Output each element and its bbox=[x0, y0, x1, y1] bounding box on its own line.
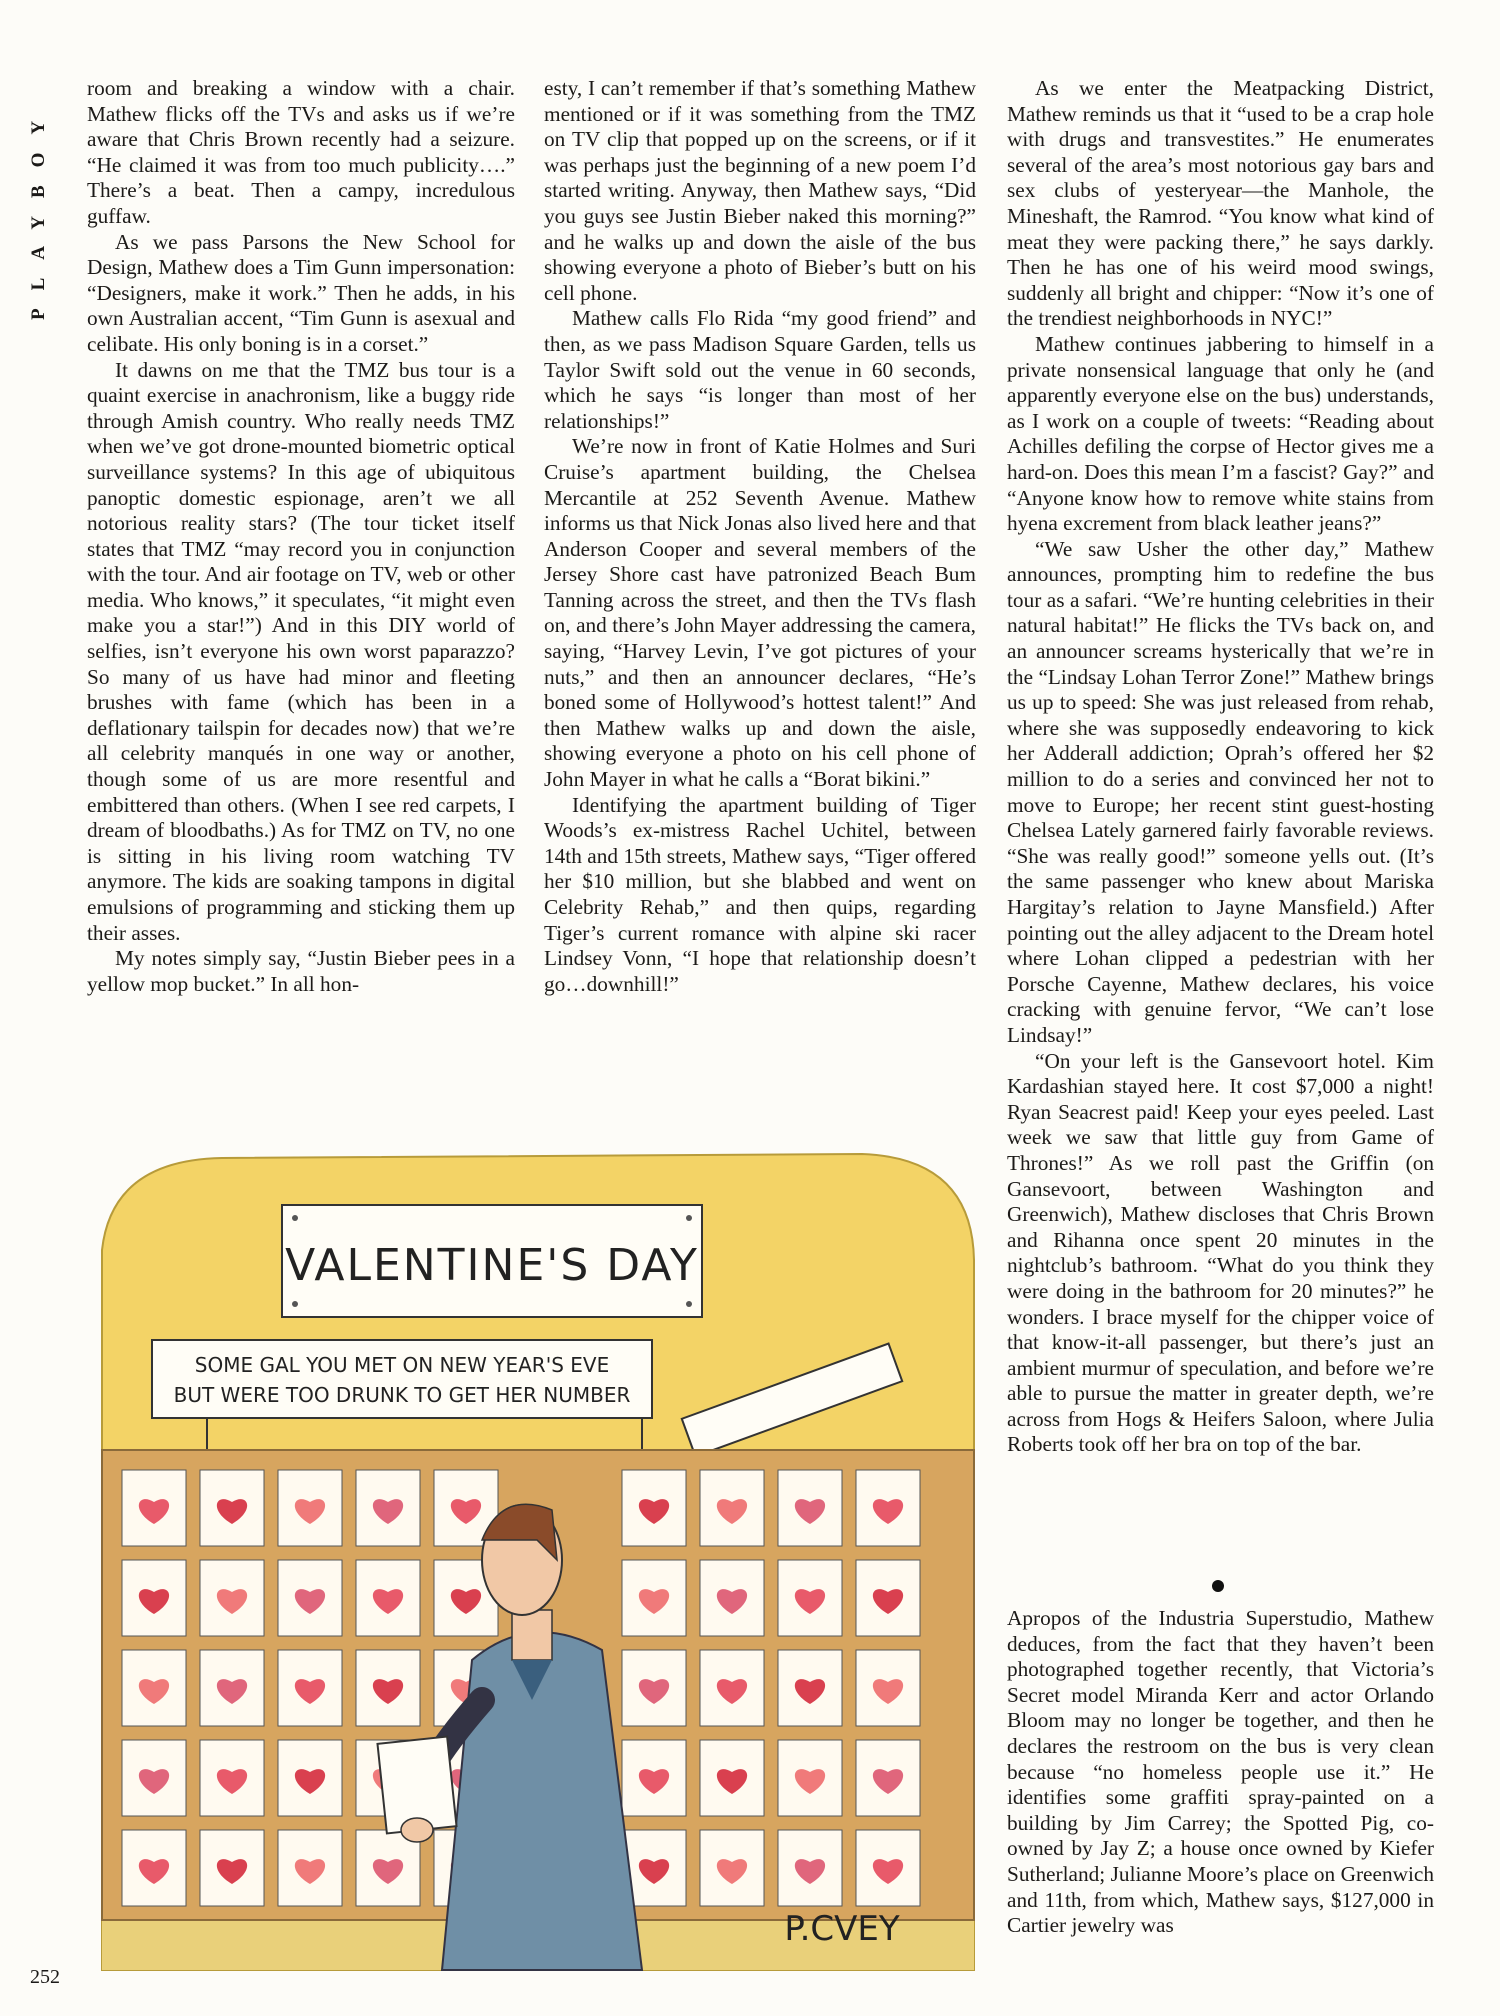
paragraph: Apropos of the Industria Superstudio, Mathew deduces, from the fact that they haven’t been photographed together recently, that Victoria’s Secret model Miranda Kerr and actor Orlando Bloom may no longer be together, and then he declares the restroom on the bus is very clean because “no homeless people use it.” He identifies some graffiti spray-painted on a building by Jim Carrey; the Spotted Pig, co-owned by Jay Z; a house once owned by Kiefer Sutherland; Julianne Moore’s place on Greenwich and 11th, from which, Mathew says, $127,000 in Cartier jewelry was bbox=[1007, 1606, 1434, 1938]
paragraph: As we pass Parsons the New School for Design, Mathew does a Tim Gunn impersonation: “Designers, make it work.” Then he adds, in his own Australian accent, “Tim Gunn is asexual and celibate. His only boning is in a corset.” bbox=[87, 229, 515, 356]
paragraph: esty, I can’t remember if that’s something Mathew mentioned or if it was something from the TMZ on TV clip that popped up on the screens, or if it was perhaps just the beginning of a new poem I’d started writing. Anyway, then Mathew says, “Did you guys see Justin Bieber naked this morning?” and he walks up and down the aisle of the bus showing everyone a photo of Bieber’s butt on his cell phone. bbox=[544, 76, 976, 305]
paragraph: “On your left is the Gansevoort hotel. Kim Kardashian stayed here. It cost $7,000 a night! Ryan Seacrest paid! Keep your eyes peeled. Last week we saw that little guy from Game of Thrones!” As we roll past the Griffin (on Gansevoort, between Washington and Greenwich), Mathew discloses that Chris Brown and Rihanna once spent 20 minutes in the nightclub’s bathroom. “What do you think they were doing in the bathroom for 20 minutes?” he wonders. I brace myself for the chipper voice of that know-it-all passenger, but there’s just an ambient murmur of speculation, and before we’re able to pursue the matter in greater depth, we’re across from Hogs & Heifers Saloon, where Julia Roberts took off her bra on top of the bar. bbox=[1007, 1048, 1434, 1457]
article-column-1 bbox=[87, 76, 515, 997]
paragraph: “We saw Usher the other day,” Mathew announces, prompting him to redefine the bus tour as a safari. “We’re hunting celebrities in their natural habitat!” He flicks the TVs back on, and an announcer screams hysterically that we’re in the “Lindsay Lohan Terror Zone!” Mathew brings us up to speed: She was just released from rehab, where she was supposedly endeavoring to kick her Adderall addiction; Oprah’s offered her $2 million to do a series and convinced her not to move to Europe; her recent stint guest-hosting Chelsea Lately garnered fairly favorable reviews. “She was really good!” someone yells out. (It’s the same passenger who knew about Mariska Hargitay’s relation to Jayne Mansfield.) After pointing out the alley adjacent to the Dream hotel where Lohan clipped a pedestrian with her Porsche Cayenne, Mathew declares, his voice cracking with genuine fervor, “We can’t lose Lindsay!” bbox=[1007, 536, 1434, 1047]
page-number: 252 bbox=[30, 1966, 60, 1988]
cartoon-sign-text: VALENTINE'S DAY bbox=[285, 1240, 699, 1291]
paragraph: My notes simply say, “Justin Bieber pees in a yellow mop bucket.” In all hon- bbox=[87, 946, 515, 996]
paragraph: We’re now in front of Katie Holmes and Suri Cruise’s apartment building, the Chelsea Mercantile at 252 Seventh Avenue. Mathew informs us that Nick Jonas also lived here and that Anderson Cooper and several members of the Jersey Shore cast have patronized Beach Bum Tanning across the street, and then the TVs flash on, and there’s John Mayer addressing the camera, saying, “Harvey Levin, I’ve got pictures of your nuts,” and then an announcer declares, “He’s boned some of Hollywood’s hottest talent!” And then Mathew walks up and down the aisle, showing everyone a photo on his cell phone of John Mayer in what he calls a “Borat bikini.” bbox=[544, 434, 976, 792]
cartoon-signature: P.CVEY bbox=[784, 1909, 900, 1949]
paragraph: It dawns on me that the TMZ bus tour is a quaint exercise in anachronism, like a buggy ride through Amish country. Who really needs TMZ when we’ve got drone-mounted biometric optical surveillance systems? In this age of ubiquitous panoptic domestic espionage, aren’t we all notorious reality stars? (The tour ticket itself states that TMZ “may record you in conjunction with the tour. And air footage on TV, web or other media. Who knows,” it speculates, “it might even make you a star!”) And in this DIY world of selfies, isn’t everyone his own worst paparazzo? So many of us have had minor and fleeting brushes with fame (which has been in a deflationary tailspin for decades now) that we’re all celebrity manqués in one way or another, though some of us are more resentful and embittered than others. (When I see red carpets, I dream of bloodbaths.) As for TMZ on TV, no one is sitting in his living room watching TV anymore. The kids are soaking tampons in digital emulsions of programming and sticking them up their asses. bbox=[87, 357, 515, 945]
magazine-runner: PLAYBOY bbox=[28, 102, 49, 320]
paragraph: As we enter the Meatpacking District, Mathew reminds us that it “used to be a crap hole with drugs and transvestites.” He enumerates several of the area’s most notorious gay bars and sex clubs of yesteryear—the Manhole, the Mineshaft, the Ramrod. “You know what kind of meat they were packing there,” he says darkly. Then he has one of his weird mood swings, suddenly all bright and chipper: “Now it’s one of the trendiest neighborhoods in NYC!” bbox=[1007, 76, 1434, 331]
paragraph: Identifying the apartment building of Tiger Woods’s ex-mistress Rachel Uchitel, between 14th and 15th streets, Mathew says, “Tiger offered her $10 million, but she blabbed and went on Celebrity Rehab,” and then quips, regarding Tiger’s current romance with alpine ski racer Lindsey Vonn, “I hope that relationship doesn’t go…downhill!” bbox=[544, 792, 976, 996]
paragraph: room and breaking a window with a chair. Mathew flicks off the TVs and asks us if we’re aware that Chris Brown recently had a seizure. “He claimed it was from too much publicity….” There’s a beat. Then a campy, incredulous guffaw. bbox=[87, 76, 515, 228]
cartoon-illustration bbox=[82, 1140, 982, 1980]
article-column-2 bbox=[544, 76, 976, 997]
cartoon-caption-line2: BUT WERE TOO DRUNK TO GET HER NUMBER bbox=[173, 1383, 631, 1407]
article-column-3-continued bbox=[1007, 1606, 1434, 1939]
article-column-3 bbox=[1007, 76, 1434, 1458]
paragraph: Mathew calls Flo Rida “my good friend” and then, as we pass Madison Square Garden, tells us Taylor Swift sold out the venue in 60 seconds, which he says “is longer than most of her relationships!” bbox=[544, 306, 976, 433]
paragraph: Mathew continues jabbering to himself in a private nonsensical language that only he (and apparently everyone else on the bus) understands, as I work on a couple of tweets: “Reading about Achilles defiling the corpse of Hector gives me a hard-on. Does this mean I’m a fascist? Gay?” and “Anyone know how to remove white stains from hyena excrement from black leather jeans?” bbox=[1007, 331, 1434, 536]
section-break-bullet bbox=[1212, 1580, 1224, 1592]
cartoon-caption-line1: SOME GAL YOU MET ON NEW YEAR'S EVE bbox=[194, 1353, 610, 1377]
